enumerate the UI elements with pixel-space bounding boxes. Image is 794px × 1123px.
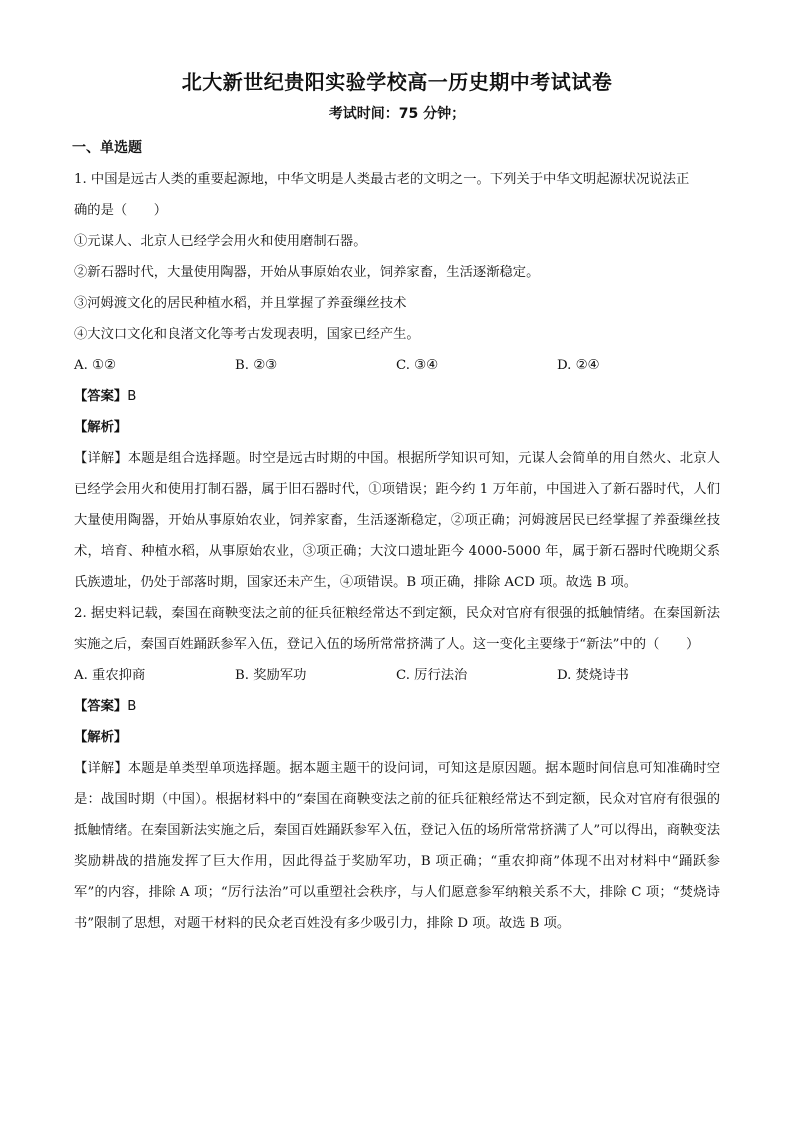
question-1-option-d: D. ②④ (557, 358, 600, 373)
question-2-stem: 2. 据史料记载，秦国在商鞅变法之前的征兵征粮经常达不到定额，民众对官府有很强的抵触情绪。在秦国新法实施之后，秦国百姓踊跃参军入伍，登记入伍的场所常常挤满了人。这一变化主要缘于“新法”中的（ ） (74, 606, 720, 652)
question-2-option-c: C. 厉行法治 (396, 668, 468, 683)
page-title: 北大新世纪贵阳实验学校高一历史期中考试试卷 (181, 70, 613, 94)
question-2-detail: 【详解】本题是单类型单项选择题。据本题主题干的设问词，可知这是原因题。据本题时间信息可知准确时空是：战国时期（中国）。根据材料中的“秦国在商鞅变法之前的征兵征粮经常达不到定额，民众对官府有很强的抵触情绪。在秦国新法实施之后，秦国百姓踊跃参军入伍，登记入伍的场所常常挤满了人”可以得出，商鞅变法奖励耕战的措施发挥了巨大作用，因此得益于奖励军功，B 项正确；“重农抑商”体现不出对材料中“踊跃参军”的内容，排除 A 项；“厉行法治”可以重塑社会秩序，与人们愿意参军纳粮关系不大，排除 C 项；“焚烧诗书”限制了思想，对题干材料的民众老百姓没有多少吸引力，排除 D 项。故选 B 项。 (74, 761, 720, 931)
question-1-option-c: C. ③④ (396, 358, 438, 373)
question-1-statement-2: ②新石器时代，大量使用陶器，开始从事原始农业，饲养家畜，生活逐渐稳定。 (74, 265, 540, 280)
question-1-stem-line-1: 1. 中国是远古人类的重要起源地，中华文明是人类最古老的文明之一。下列关于中华文明起源状况说法正 (74, 172, 690, 187)
question-2-option-b: B. 奖励军功 (235, 668, 307, 683)
question-1-option-b: B. ②③ (235, 358, 278, 373)
question-1-statement-1: ①元谋人、北京人已经学会用火和使用磨制石器。 (74, 234, 367, 249)
question-2-answer (74, 691, 720, 722)
question-2 (74, 598, 720, 939)
question-1-answer-label: 【答案】 (74, 389, 128, 404)
question-2-answer-label: 【答案】 (74, 699, 128, 714)
question-2-answer-value: B (127, 699, 137, 714)
question-1-options (74, 350, 720, 381)
question-2-analysis-label: 【解析】 (74, 730, 128, 745)
question-1-stem-line-2: 确的是（ ） (74, 203, 168, 218)
question-1-option-a: A. ①② (74, 358, 116, 373)
exam-time: 考试时间：75 分钟； (328, 106, 466, 122)
question-1-answer-value: B (127, 389, 137, 404)
question-1-answer (74, 381, 720, 412)
question-1-statement-4: ④大汶口文化和良渚文化等考古发现表明，国家已经产生。 (74, 327, 420, 342)
question-2-options (74, 660, 720, 691)
question-1-detail: 【详解】本题是组合选择题。时空是远古时期的中国。根据所学知识可知，元谋人会简单的用自然火、北京人已经学会用火和使用打制石器，属于旧石器时代，①项错误；距今约 1 万年前，中国进入了新石器时代，人们大量使用陶器，开始从事原始农业，饲养家畜，生活逐渐稳定，②项正确；河姆渡居民已经掌握了养蚕缫丝技术，培育、种植水稻，从事原始农业，③项正确；大汶口遗址距今 4000-5000 年，属于新石器时代晚期父系氏族遗址，仍处于部落时期，国家还未产生，④项错误。B 项正确，排除 ACD 项。故选 B 项。 (74, 451, 720, 590)
question-1 (74, 164, 720, 598)
question-2-option-d: D. 焚烧诗书 (557, 668, 629, 683)
section-title: 一、单选题 (72, 140, 142, 156)
question-1-statement-3: ③河姆渡文化的居民种植水稻，并且掌握了养蚕缫丝技术 (74, 296, 407, 311)
question-2-option-a: A. 重农抑商 (74, 668, 146, 683)
question-1-analysis-label: 【解析】 (74, 420, 128, 435)
